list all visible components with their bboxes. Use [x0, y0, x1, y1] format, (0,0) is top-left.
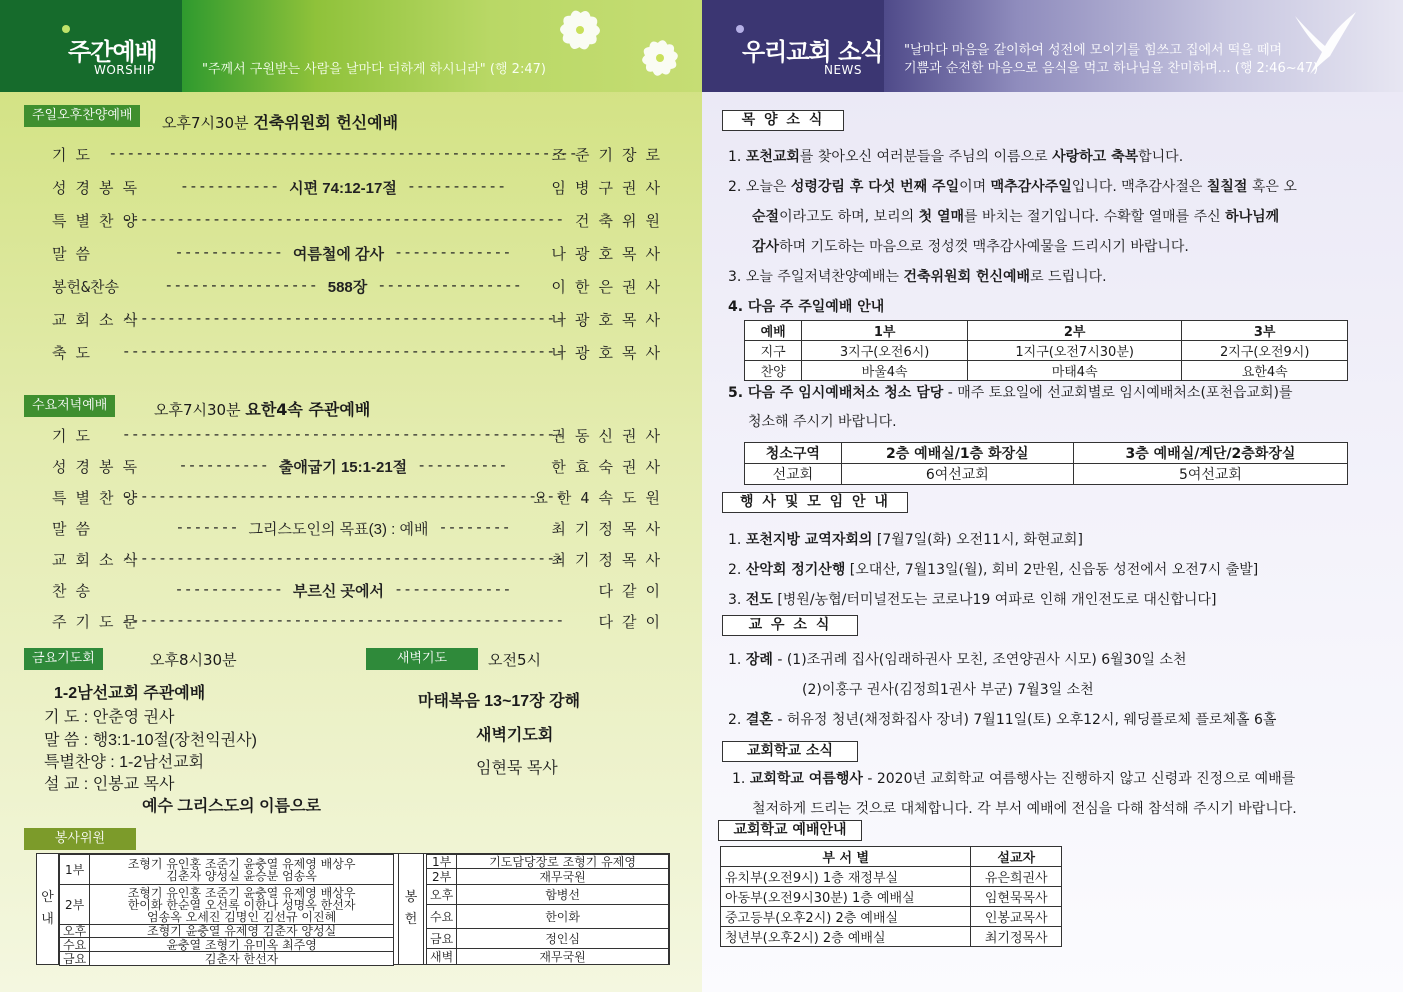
table-cell: 수요 — [60, 938, 90, 952]
text: 하며 기도하는 마음으로 정성껏 맥추감사예물을 드리시기 바랍니다. — [779, 239, 1189, 255]
text: - 2020년 교회학교 여름행사는 진행하지 않고 신령과 진정으로 예배를 — [862, 771, 1296, 787]
table-cell: 1부 — [802, 321, 968, 341]
text: 첫 열매 — [918, 209, 965, 225]
table-cell: 금요 — [60, 952, 90, 966]
order-label: 봉헌&찬송 — [52, 278, 119, 296]
order-label: 교 회 소 식 — [52, 551, 138, 569]
table-cell: 수요 — [427, 905, 457, 929]
table-cell: 5여선교회 — [1073, 464, 1347, 485]
table-row — [60, 855, 394, 885]
table-cell: 중고등부(오후2시) 2층 예배실 — [721, 907, 971, 927]
dawn-tag: 새벽기도 — [366, 648, 478, 670]
order-row — [52, 177, 660, 197]
cleaning-table — [744, 442, 1348, 485]
order-person: 다 같 이 — [598, 582, 660, 600]
table-cell: 지구 — [745, 341, 802, 361]
table-row — [721, 927, 1062, 947]
text: 합니다. — [1138, 149, 1184, 165]
table-row — [721, 847, 1062, 867]
dawn-meeting: 새벽기도회 — [476, 727, 554, 744]
leader-dots: ------------------------------------------------- — [121, 342, 565, 360]
order-person: 임 병 구 권 사 — [551, 179, 660, 197]
school-worship-table — [720, 846, 1062, 947]
table-cell: 정인심 — [457, 929, 669, 949]
table-row — [721, 867, 1062, 887]
text: 성령강림 후 다섯 번째 주일 — [790, 179, 960, 195]
news-item-3 — [728, 266, 1107, 286]
news-item-1 — [728, 146, 1183, 166]
text: [오대산, 7월13일(월), 회비 2만원, 신읍동 성전에서 오전7시 출발] — [845, 562, 1259, 578]
order-row — [52, 425, 660, 445]
order-row — [52, 611, 660, 631]
events-title: 행 사 및 모 임 안 내 — [722, 492, 908, 513]
order-row — [52, 276, 660, 296]
sunday-service-tag: 주일오후찬양예배 — [24, 105, 140, 127]
table-header: 부 서 별 — [721, 847, 971, 867]
pastoral-news-title: 목 양 소 식 — [722, 110, 844, 131]
text: 건축위원회 헌신예배 — [903, 269, 1031, 285]
text: [7월7일(화) 오전11시, 화현교회] — [872, 532, 1083, 548]
order-person: 나 광 호 목 사 — [551, 245, 660, 263]
order-middle — [121, 342, 565, 360]
order-middle — [108, 144, 578, 162]
news-item-5-line2: 청소해 주시기 바랍니다. — [748, 414, 897, 430]
table-cell: 조형기 윤충열 유제영 김춘자 양성실 — [90, 925, 394, 938]
dawn-time: 오전5시 — [488, 651, 542, 669]
leader-dots: ------------------------------------------------- — [121, 611, 565, 629]
order-row — [52, 342, 660, 362]
table-cell: 찬양 — [745, 361, 802, 381]
table-cell: 2부 — [427, 869, 457, 885]
order-row — [52, 549, 660, 569]
table-row — [427, 885, 669, 905]
text: - 매주 토요일에 선교회별로 임시예배처소(포천읍교회)를 — [943, 385, 1293, 401]
table-cell: 3층 예배실/계단/2층화장실 — [1073, 443, 1347, 464]
worship-title: 주간예배 — [68, 38, 157, 66]
leader-dots: ------------------------------------------------- — [121, 309, 565, 327]
leader-dots: ----------- — [179, 177, 280, 195]
table-row — [745, 361, 1348, 381]
text: 감사 — [752, 239, 780, 255]
member-news-1-line2: (2)이홍구 권사(김정희1권사 부군) 7월3일 소천 — [802, 682, 1094, 698]
member-news-2 — [728, 709, 1276, 729]
order-row — [52, 309, 660, 329]
order-label: 축 도 — [52, 344, 91, 362]
school-news-title: 교회학교 소식 — [722, 741, 858, 762]
table-cell: 유치부(오전9시) 1층 재정부실 — [721, 867, 971, 887]
news-item-4: 4. 다음 주 주일예배 안내 — [728, 299, 885, 315]
text: 2. 오늘은 — [728, 179, 791, 195]
order-row — [52, 144, 660, 164]
table-cell: 재무국원 — [457, 949, 669, 965]
text: 를 바치는 절기입니다. 수확할 열매를 주신 — [964, 209, 1226, 225]
leader-dots: ------------ — [174, 243, 283, 261]
news-verse-line1: "날마다 마음을 같이하여 성전에 모이기를 힘쓰고 집에서 떡을 떼며 — [904, 43, 1283, 58]
text: 산악회 정기산행 — [745, 562, 846, 578]
school-worship-title: 교회학교 예배안내 — [718, 820, 862, 841]
table-cell: 인봉교목사 — [971, 907, 1062, 927]
text: 2. — [728, 562, 746, 578]
table-cell: 1지구(오전7시30분) — [967, 341, 1181, 361]
table-cell: 최기정목사 — [971, 927, 1062, 947]
friday-time: 오후8시30분 — [150, 651, 237, 669]
table-row — [427, 869, 669, 885]
table-cell: 함병선 — [457, 885, 669, 905]
sunday-title: 건축위원회 헌신예배 — [253, 113, 399, 132]
text: 이며 — [959, 179, 991, 195]
order-person: 나 광 호 목 사 — [551, 344, 660, 362]
member-news-title: 교 우 소 식 — [722, 615, 858, 636]
order-person: 이 한 은 권 사 — [551, 278, 660, 296]
order-middle — [156, 276, 530, 297]
table-cell: 2부 — [967, 321, 1181, 341]
table-cell: 마태4속 — [967, 361, 1181, 381]
order-person: 최 기 정 목 사 — [551, 551, 660, 569]
text: 입니다. 맥추감사절은 — [1071, 179, 1207, 195]
order-row — [52, 487, 660, 507]
table-row — [745, 321, 1348, 341]
text: 칠칠절 — [1206, 179, 1248, 195]
order-label: 성 경 봉 독 — [52, 179, 138, 197]
table-cell: 기도담당장로 조형기 유제영 — [457, 855, 669, 869]
text: 결혼 — [745, 712, 773, 728]
table-cell: 오후 — [427, 885, 457, 905]
table-cell: 청년부(오후2시) 2층 예배실 — [721, 927, 971, 947]
table-cell: 금요 — [427, 929, 457, 949]
order-middle — [121, 309, 565, 327]
news-item-2-line3 — [752, 236, 1189, 256]
table-row — [745, 443, 1348, 464]
leader-dots: ------------- — [394, 580, 512, 598]
sunday-time: 오후7시30분 — [162, 114, 249, 132]
event-1 — [728, 529, 1083, 549]
order-middle — [121, 549, 565, 567]
bird-icon — [1290, 8, 1360, 78]
worship-subtitle: WORSHIP — [94, 63, 155, 77]
event-3 — [728, 589, 1216, 609]
order-person: 나 광 호 목 사 — [551, 311, 660, 329]
offering-label: 봉 헌 — [398, 854, 424, 964]
table-cell: 청소구역 — [745, 443, 842, 464]
text: 전도 — [745, 592, 773, 608]
table-cell: 바울4속 — [802, 361, 968, 381]
wednesday-service-tag: 수요저녁예배 — [24, 395, 115, 417]
table-cell: 한이화 — [457, 905, 669, 929]
order-label: 기 도 — [52, 146, 91, 164]
table-cell: 1부 — [60, 855, 90, 885]
order-middle — [121, 487, 565, 505]
order-detail: 출애굽기 15:1-21절 — [278, 459, 408, 476]
table-cell: 2층 예배실/1층 화장실 — [841, 443, 1073, 464]
leader-dots: -------- — [438, 518, 511, 536]
table-row — [427, 929, 669, 949]
text: 1. — [728, 149, 746, 165]
flower-icon — [520, 0, 702, 92]
leader-dots: ---------- — [178, 456, 269, 474]
text: 맥추감사주일 — [990, 179, 1072, 195]
table-row — [427, 949, 669, 965]
order-person: 최 기 정 목 사 — [551, 520, 660, 538]
text: 포천교회 — [745, 149, 800, 165]
order-person: 건 축 위 원 — [574, 212, 660, 230]
text: 1. — [728, 652, 746, 668]
friday-preacher: 설 교 : 인봉교 목사 — [44, 776, 175, 793]
order-middle — [121, 425, 565, 443]
text: 이라고도 하며, 보리의 — [779, 209, 919, 225]
table-header: 설교자 — [971, 847, 1062, 867]
order-detail: 여름철에 감사 — [292, 246, 385, 263]
order-middle — [156, 456, 530, 477]
order-label: 특 별 찬 양 — [52, 212, 138, 230]
school-news-1-line2: 철저하게 드리는 것으로 대체합니다. 각 부서 예배에 전심을 다해 참석해 주시기 바랍니다. — [752, 801, 1297, 817]
text: 1. — [732, 771, 750, 787]
table-cell: 윤충열 조형기 유미옥 최주영 — [90, 938, 394, 952]
news-title: 우리교회 소식 — [742, 38, 883, 66]
friday-prayer: 기 도 : 안춘영 권사 — [44, 709, 175, 726]
text: 순절 — [752, 209, 780, 225]
news-verse-line2: 기쁨과 순전한 마음으로 음식을 먹고 하나님을 찬미하며… (행 2:46~47) — [904, 61, 1319, 76]
order-row — [52, 210, 660, 230]
friday-title: 1-2남선교회 주관예배 — [54, 685, 206, 702]
table-cell: 조형기 유인홍 조준기 윤충열 유제영 배상우 김춘자 양성실 윤승분 엄송옥 — [90, 855, 394, 885]
table-cell: 조형기 유인홍 조준기 윤충열 유제영 배상우 한이화 한순열 오선록 이한나 성명옥 한선자 엄송옥 오세진 김명인 김선규 이진혜 — [90, 885, 394, 925]
sunday-service-heading — [162, 110, 398, 133]
order-label: 성 경 봉 독 — [52, 458, 138, 476]
order-row — [52, 518, 660, 538]
volunteer-tag: 봉사위원 — [24, 828, 136, 850]
leader-dots: ------- — [175, 518, 239, 536]
text: - 허유정 청년(채정화집사 장녀) 7월11일(토) 오후12시, 웨딩플로체 플로체홀 6홀 — [772, 712, 1277, 728]
table-cell: 김춘자 한선자 — [90, 952, 394, 966]
text: 3. 오늘 주일저녁찬양예배는 — [728, 269, 904, 285]
dawn-series: 마태복음 13~17장 강해 — [418, 693, 581, 710]
dawn-leader: 임현묵 목사 — [476, 760, 558, 777]
order-detail: 588장 — [327, 279, 368, 296]
friday-tag: 금요기도회 — [24, 648, 103, 670]
news-item-2-line2 — [752, 206, 1279, 226]
order-label: 특 별 찬 양 — [52, 489, 138, 507]
order-row — [52, 243, 660, 263]
table-row — [60, 925, 394, 938]
order-middle — [156, 580, 530, 601]
sunday-schedule-table — [744, 320, 1348, 381]
news-subtitle: NEWS — [824, 63, 863, 77]
order-middle — [156, 518, 530, 539]
table-row — [721, 907, 1062, 927]
table-cell: 요한4속 — [1182, 361, 1348, 381]
order-person: 한 효 숙 권 사 — [551, 458, 660, 476]
text: [병원/농협/터미널전도는 코로나19 여파로 인해 개인전도로 대신합니다] — [772, 592, 1217, 608]
leader-dots: ----------------- — [164, 276, 318, 294]
offering-table — [426, 854, 669, 965]
table-cell: 예배 — [745, 321, 802, 341]
leader-dots: ------------------------------------------------- — [121, 210, 565, 228]
text: 2. — [728, 712, 746, 728]
text: 1. — [728, 532, 746, 548]
order-row — [52, 580, 660, 600]
leader-dots: ------------------------------------------------- — [121, 549, 565, 567]
order-person: 요 한 4 속 도 원 — [533, 489, 660, 507]
leader-dots: ---------------------------------------------------- — [108, 144, 578, 162]
table-cell: 2부 — [60, 885, 90, 925]
event-2 — [728, 559, 1258, 579]
table-cell: 임현묵목사 — [971, 887, 1062, 907]
order-label: 주 기 도 문 — [52, 613, 138, 631]
table-row — [60, 952, 394, 966]
school-news-1 — [732, 768, 1295, 788]
wednesday-order — [52, 425, 660, 640]
text: 교회학교 여름행사 — [749, 771, 863, 787]
table-cell: 재무국원 — [457, 869, 669, 885]
table-row — [721, 887, 1062, 907]
order-middle — [121, 611, 565, 629]
table-row — [427, 855, 669, 869]
leader-dots: ---------- — [417, 456, 508, 474]
order-detail: 부르신 곳에서 — [292, 583, 385, 600]
order-person: 권 동 신 권 사 — [551, 427, 660, 445]
leader-dots: ---------------- — [377, 276, 522, 294]
worship-verse: "주께서 구원받는 사람을 날마다 더하게 하시니라" (행 2:47) — [202, 62, 546, 77]
news-item-2 — [728, 176, 1297, 196]
text: 5. 다음 주 임시예배처소 청소 담당 — [728, 385, 944, 401]
order-label: 기 도 — [52, 427, 91, 445]
table-row — [745, 341, 1348, 361]
text: 혹은 오 — [1247, 179, 1297, 195]
table-cell: 선교회 — [745, 464, 842, 485]
table-cell: 유은희권사 — [971, 867, 1062, 887]
order-detail: 그리스도인의 목표(3) : 예배 — [248, 521, 429, 538]
order-row — [52, 456, 660, 476]
sunday-order — [52, 144, 660, 374]
order-middle — [156, 177, 530, 198]
text: 3. — [728, 592, 746, 608]
order-label: 교 회 소 식 — [52, 311, 138, 329]
text: 로 드립니다. — [1030, 269, 1107, 285]
table-cell: 아동부(오전9시30분) 1층 예배실 — [721, 887, 971, 907]
member-news-1 — [728, 649, 1187, 669]
guide-table — [59, 854, 394, 966]
text: 하나님께 — [1225, 209, 1280, 225]
guide-label: 안 내 — [37, 854, 59, 964]
table-cell: 오후 — [60, 925, 90, 938]
wednesday-time: 오후7시30분 — [154, 401, 241, 419]
leader-dots: ------------------------------------------------- — [121, 425, 565, 443]
table-cell: 2지구(오전9시) — [1182, 341, 1348, 361]
friday-special-hymn: 특별찬양 : 1-2남선교회 — [44, 754, 205, 771]
text: 장례 — [745, 652, 773, 668]
table-row — [427, 905, 669, 929]
text: 를 찾아오신 여러분들을 주님의 이름으로 — [799, 149, 1053, 165]
order-label: 말 씀 — [52, 245, 91, 263]
table-cell: 1부 — [427, 855, 457, 869]
table-row — [745, 464, 1348, 485]
table-cell: 3지구(오전6시) — [802, 341, 968, 361]
friday-sermon-text: 말 씀 : 행3:1-10절(장천익권사) — [44, 732, 257, 749]
text: - (1)조귀례 집사(임래하권사 모친, 조연양권사 시모) 6월30일 소천 — [772, 652, 1187, 668]
table-row — [60, 885, 394, 925]
text: 사랑하고 축복 — [1052, 149, 1139, 165]
leader-dots: ------------- — [394, 243, 512, 261]
order-label: 말 씀 — [52, 520, 91, 538]
order-detail: 시편 74:12-17절 — [289, 180, 397, 197]
friday-sermon-title: 예수 그리스도의 이름으로 — [142, 798, 321, 815]
table-cell: 6여선교회 — [841, 464, 1073, 485]
leader-dots: ----------- — [406, 177, 507, 195]
leader-dots: ------------------------------------------------- — [121, 487, 565, 505]
leader-dots: ------------ — [174, 580, 283, 598]
news-item-5 — [728, 382, 1293, 402]
order-label: 찬 송 — [52, 582, 91, 600]
order-person: 조 준 기 장 로 — [551, 146, 660, 164]
table-cell: 새벽 — [427, 949, 457, 965]
wednesday-service-heading — [154, 397, 370, 420]
table-cell: 3부 — [1182, 321, 1348, 341]
wednesday-title: 요한4속 주관예배 — [245, 400, 371, 419]
order-middle — [156, 243, 530, 264]
order-person: 다 같 이 — [598, 613, 660, 631]
table-row — [60, 938, 394, 952]
order-middle — [121, 210, 565, 228]
text: 포천지방 교역자회의 — [745, 532, 873, 548]
